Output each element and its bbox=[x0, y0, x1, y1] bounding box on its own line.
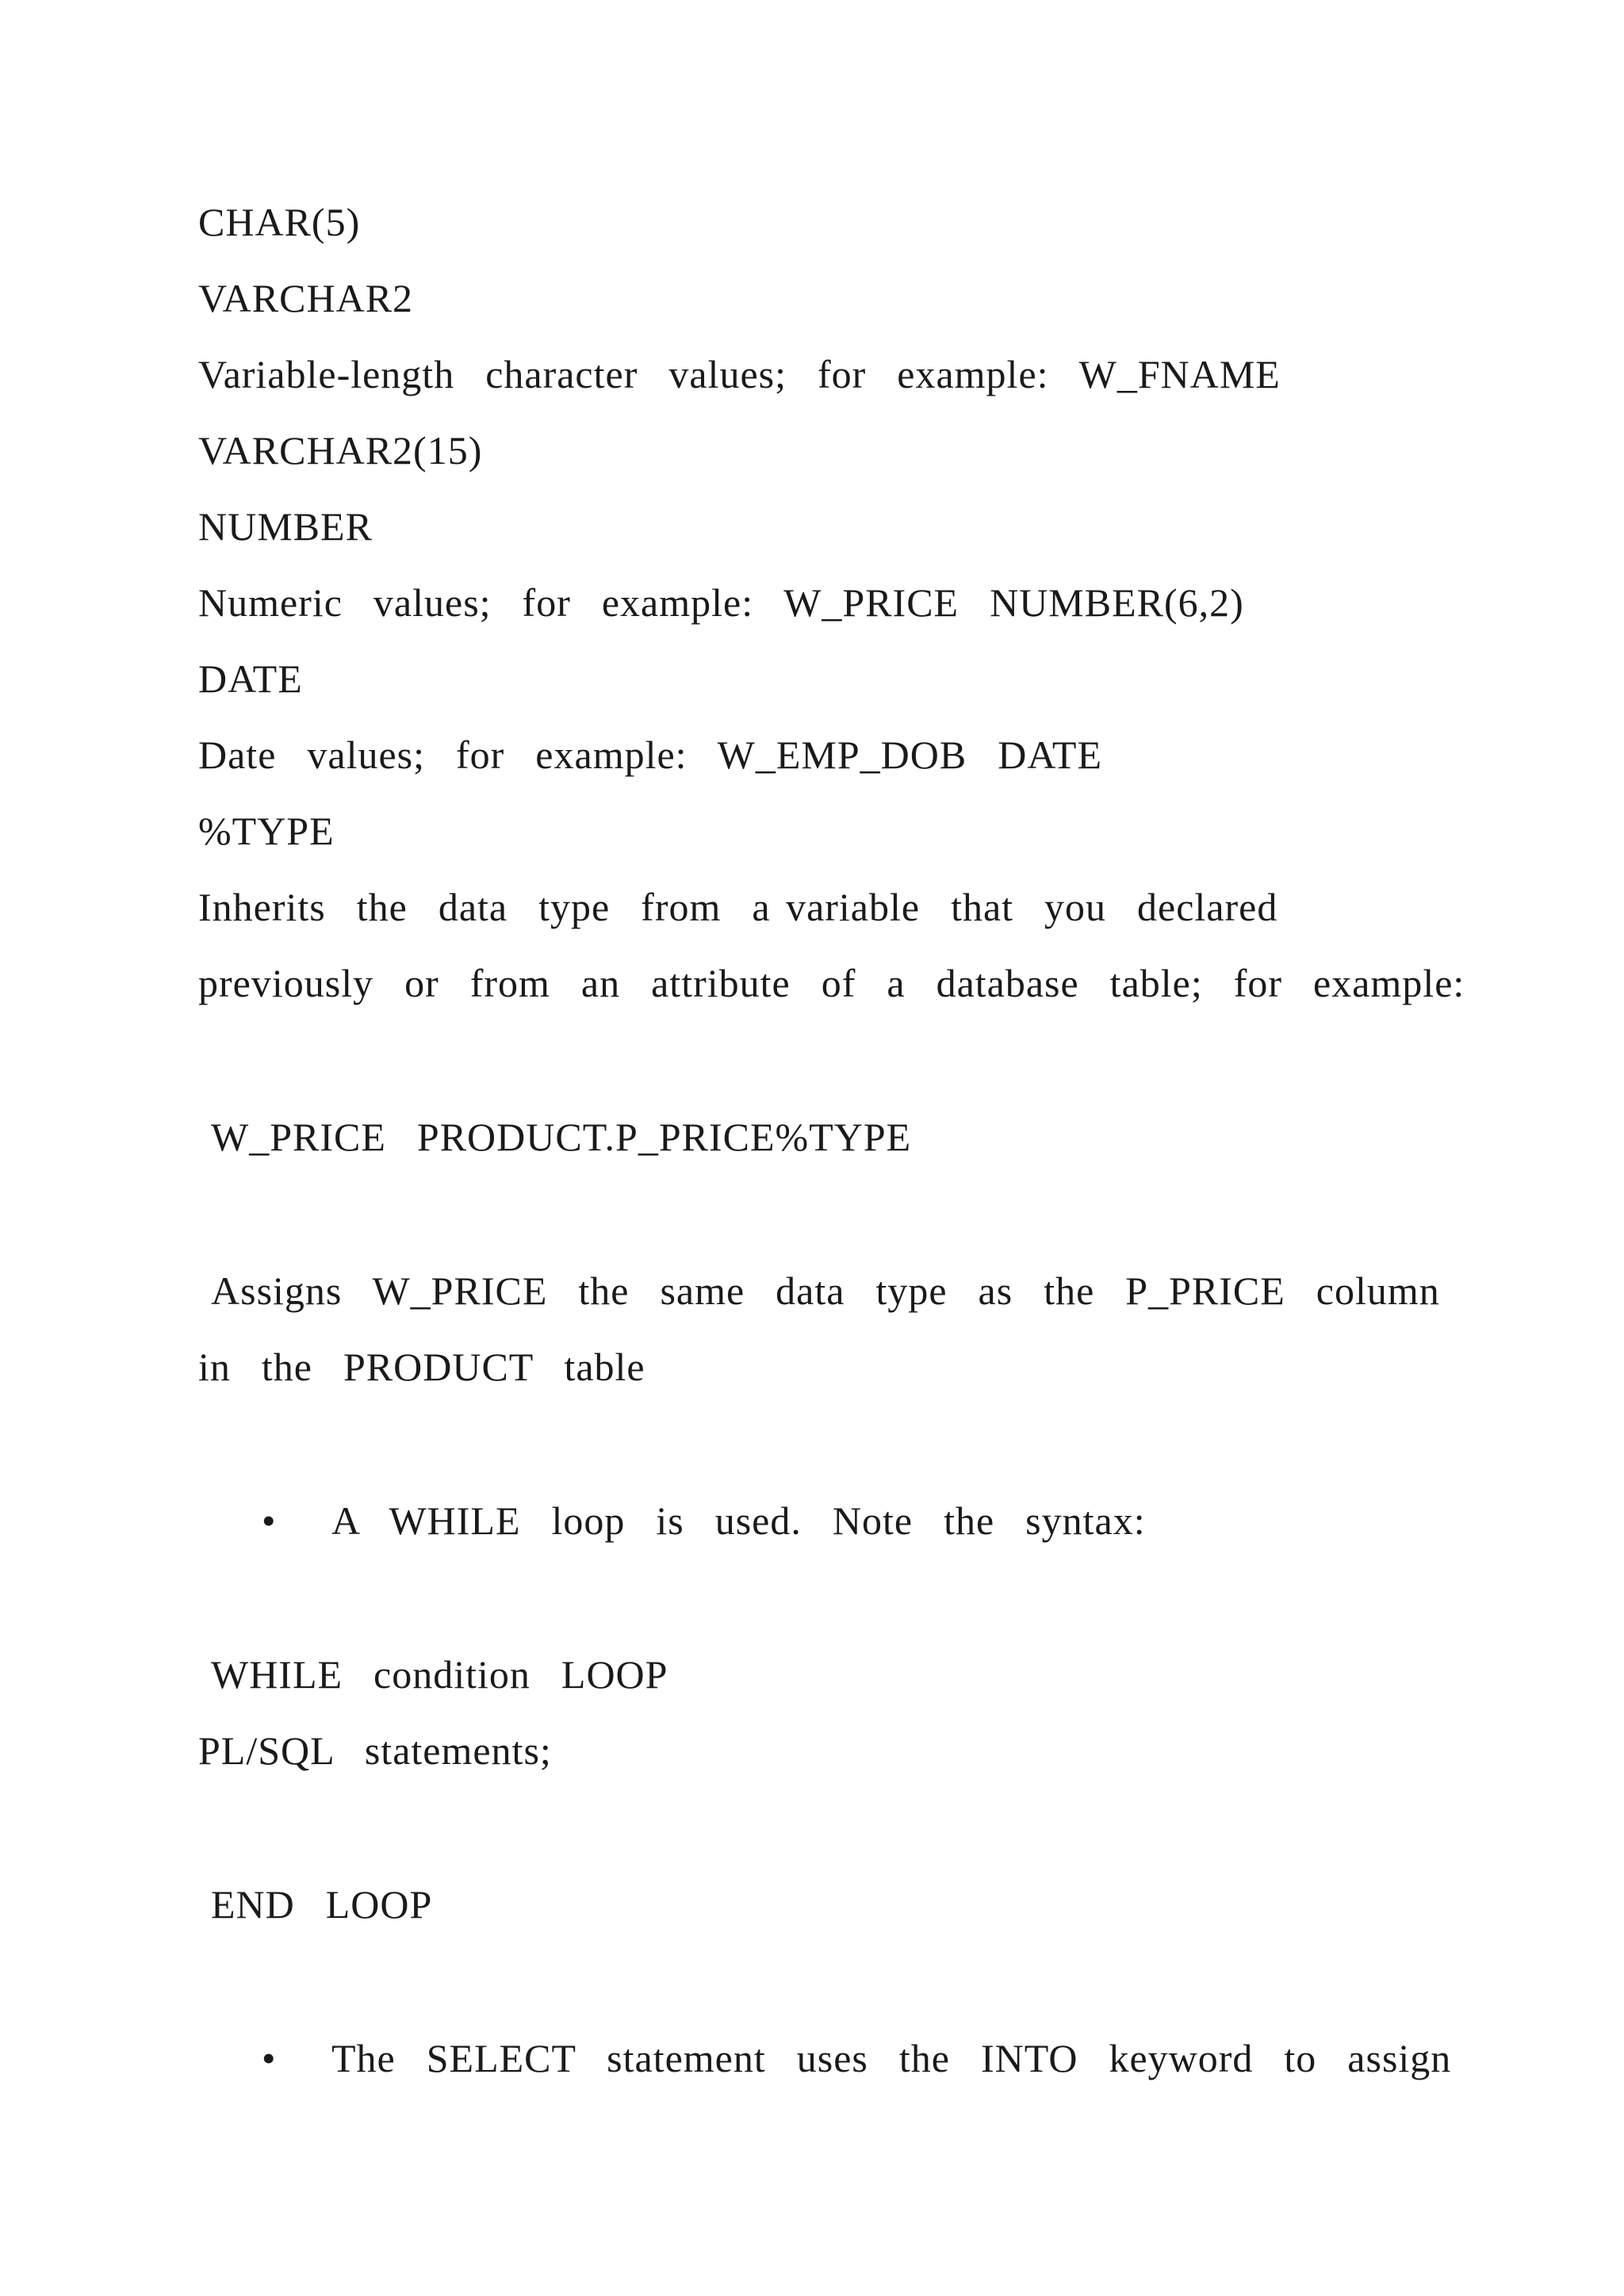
bullet-item-select-into: The SELECT statement uses the INTO keyword to assign bbox=[331, 2036, 1452, 2080]
code-line-while: WHILE condition LOOP bbox=[211, 1652, 668, 1697]
text-line-date: DATE bbox=[198, 656, 303, 701]
text-line-number: NUMBER bbox=[198, 504, 373, 549]
text-line-type-desc-1: Inherits the data type from a variable that you declared bbox=[198, 885, 1278, 929]
text-line-type: %TYPE bbox=[198, 809, 335, 853]
text-line-char5: CHAR(5) bbox=[198, 200, 361, 244]
code-line-type-example: W_PRICE PRODUCT.P_PRICE%TYPE bbox=[211, 1115, 912, 1159]
text-line-assigns-2: in the PRODUCT table bbox=[198, 1345, 645, 1389]
text-line-varchar2-desc: Variable-length character values; for example: W_FNAME bbox=[198, 352, 1281, 396]
text-line-varchar2-15: VARCHAR2(15) bbox=[198, 428, 483, 473]
text-line-varchar2: VARCHAR2 bbox=[198, 276, 414, 320]
text-line-date-desc: Date values; for example: W_EMP_DOB DATE bbox=[198, 733, 1102, 777]
bullet-icon: • bbox=[262, 1498, 276, 1543]
bullet-icon: • bbox=[262, 2036, 276, 2080]
text-line-number-desc: Numeric values; for example: W_PRICE NUMBER(6,2) bbox=[198, 580, 1244, 625]
code-line-end-loop: END LOOP bbox=[211, 1882, 433, 1927]
text-line-type-desc-2: previously or from an attribute of a database table; for example: bbox=[198, 961, 1465, 1005]
code-line-plsql-statements: PL/SQL statements; bbox=[198, 1728, 552, 1773]
text-line-assigns-1: Assigns W_PRICE the same data type as the P_PRICE column bbox=[211, 1269, 1440, 1313]
bullet-item-while-loop: A WHILE loop is used. Note the syntax: bbox=[331, 1498, 1146, 1543]
